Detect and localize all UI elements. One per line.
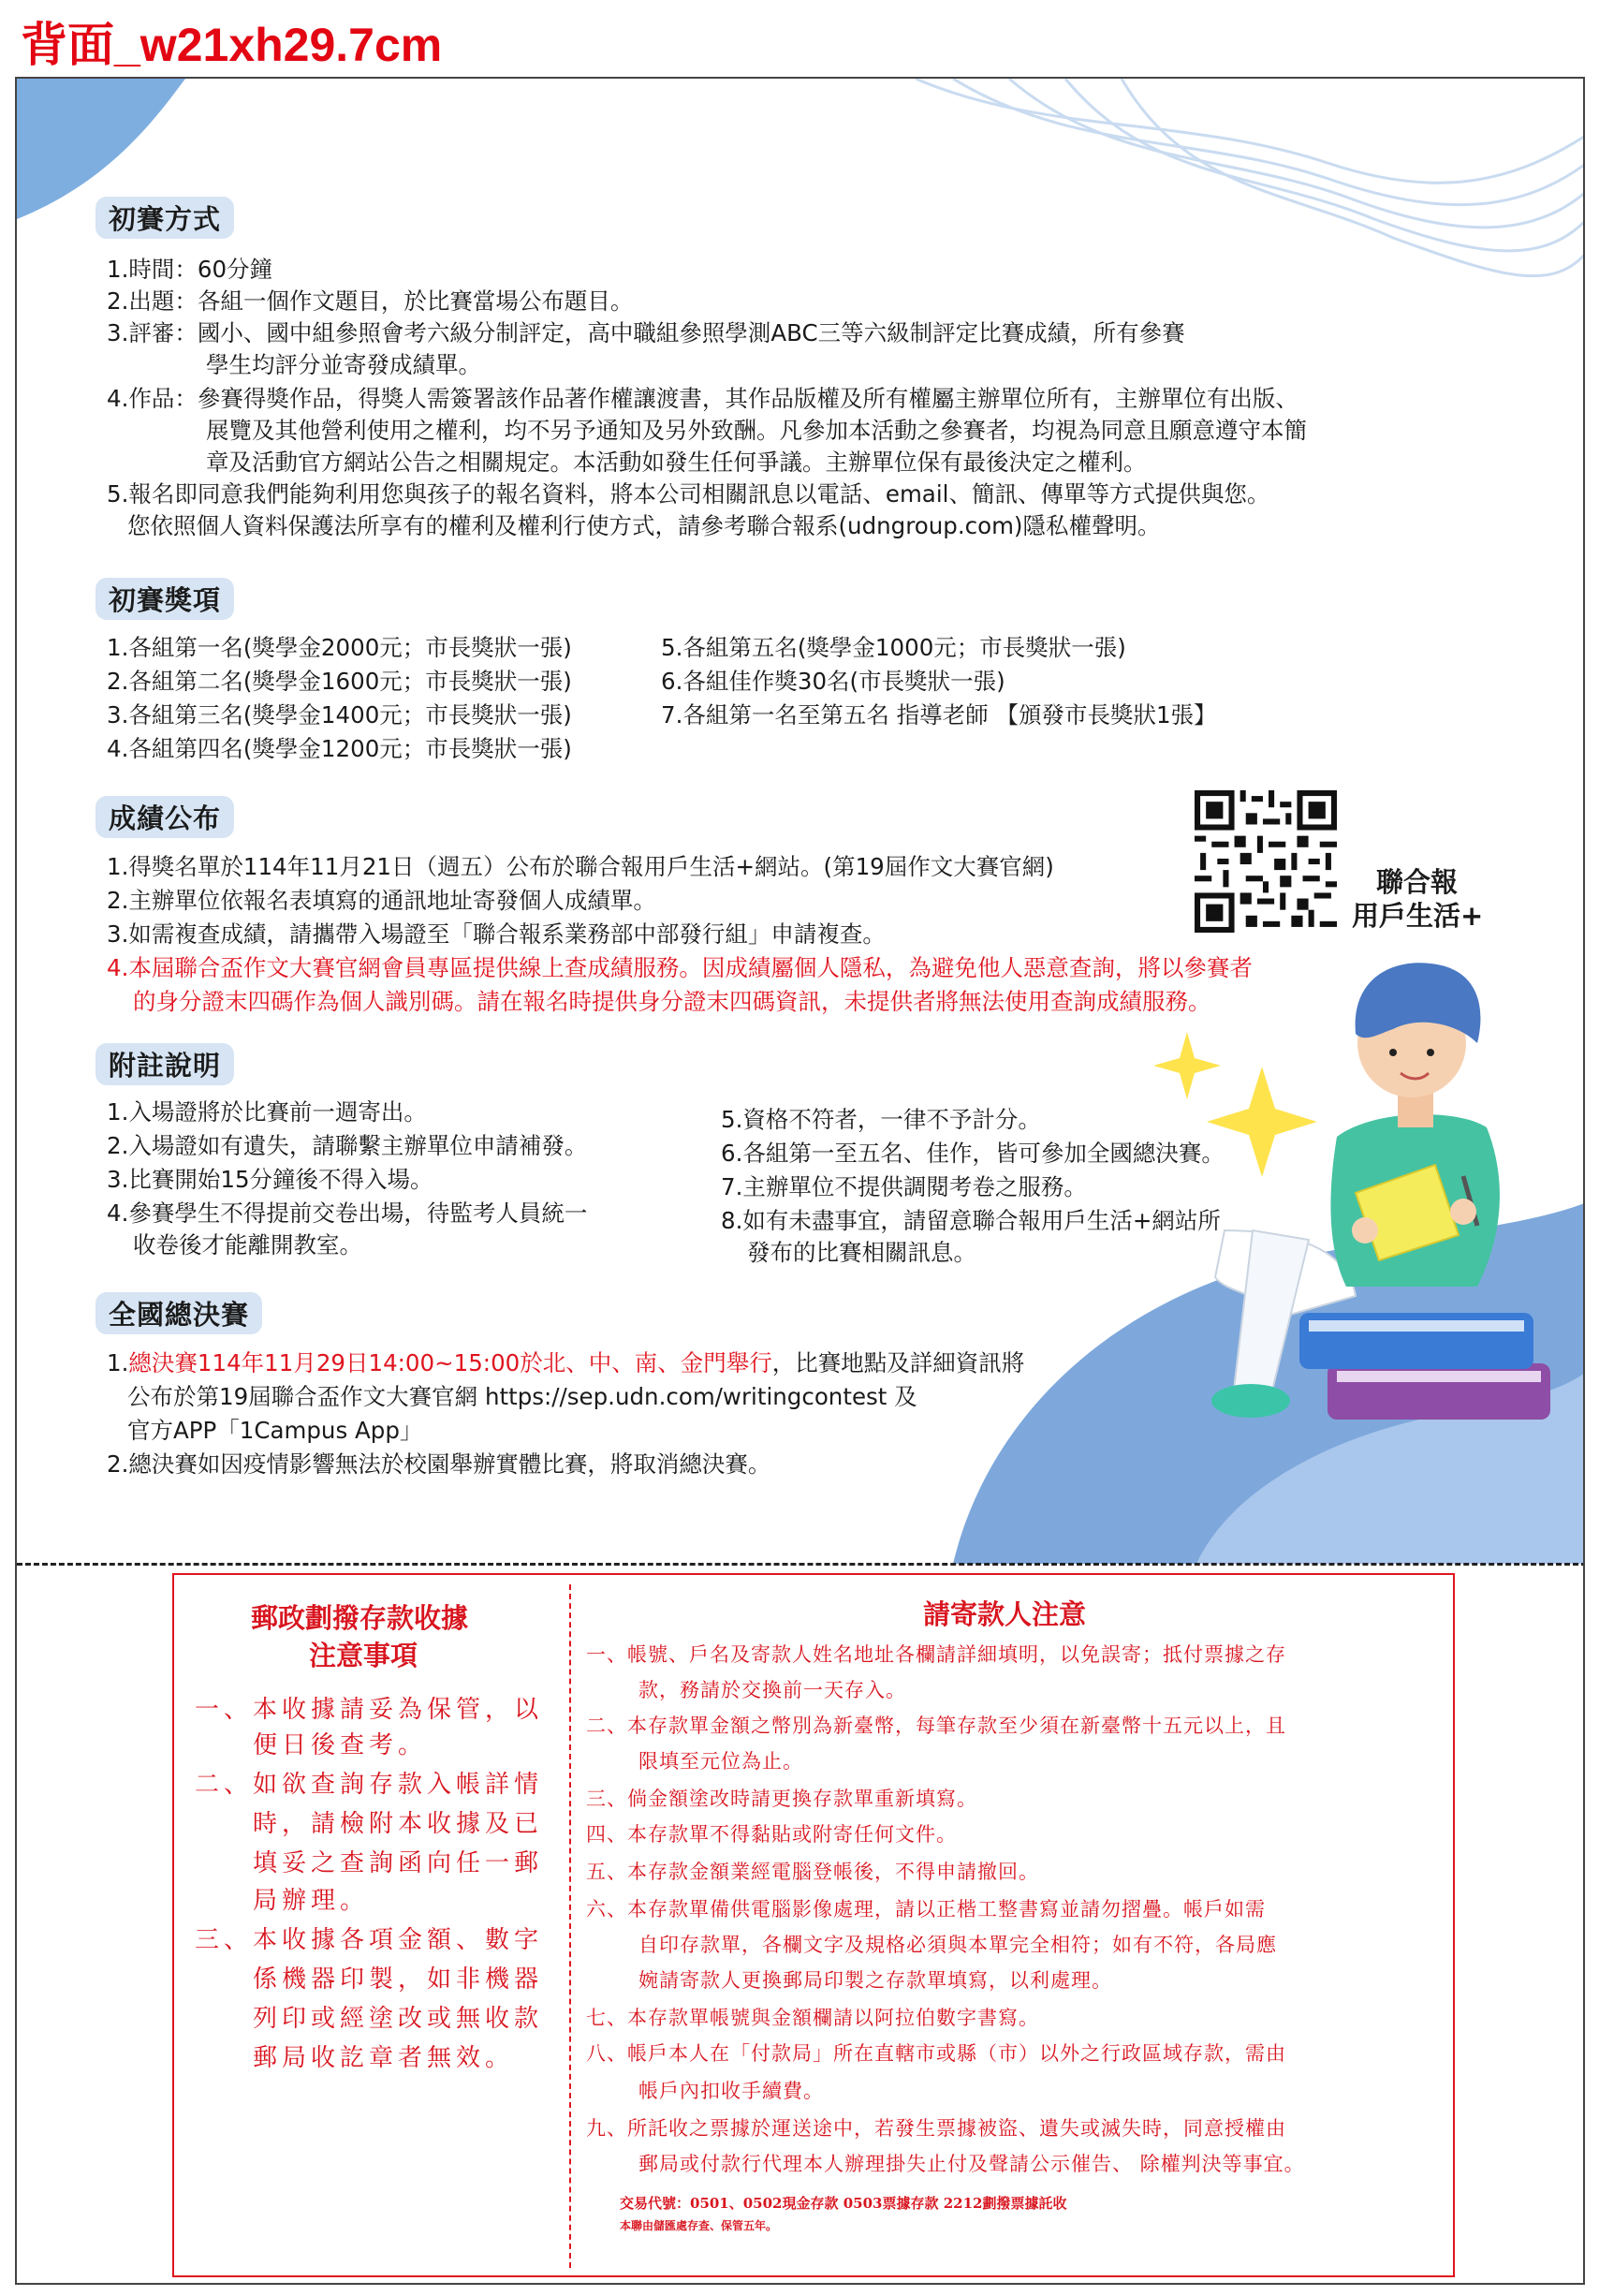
receipt-left-line: 郵局收訖章者無效。 [253,2044,515,2072]
receipt-right-line: 三、倘金額塗改時請更換存款單重新填寫。 [586,1788,977,1810]
receipt-left-subtitle: 注意事項 [309,1640,418,1671]
receipt-right-line: 六、本存款單備供電腦影像處理，請以正楷工整書寫並請勿摺疊。帳戶如需 [586,1898,1266,1921]
award-item: 3.各組第三名(獎學金1400元；市長獎狀一張) [107,701,572,729]
receipt-right-line: 五、本存款金額業經電腦登帳後，不得申請撤回。 [586,1861,1039,1883]
text-line-with-url[interactable]: 公布於第19屆聯合盃作文大賽官網 https://sep.udn.com/writingcontest 及 [127,1383,917,1410]
receipt-right-line: 七、本存款單帳號與金額欄請以阿拉伯數字書寫。 [586,2007,1039,2029]
receipt-right-line: 自印存款單，各欄文字及規格必須與本單完全相符；如有不符，各局應 [638,1934,1277,1956]
section-heading: 初賽方式 [95,197,234,239]
receipt-right-line: 限填至元位為止。 [638,1750,803,1773]
flyer-back-page [15,77,1585,2285]
text-line: 章及活動官方網站公告之相關規定。本活動如發生任何爭議。主辦單位保有最後決定之權利。 [206,449,1147,476]
note-item: 4.參賽學生不得提前交卷出場，待監考人員統一 [107,1200,588,1227]
text-highlight: 總決賽114年11月29日14:00~15:00於北、中、南、金門舉行 [128,1349,772,1376]
qr-code[interactable] [1195,790,1337,933]
award-item: 1.各組第一名(獎學金2000元；市長獎狀一張) [107,634,572,661]
section-results [95,796,234,838]
award-item: 7.各組第一名至第五名 指導老師 【頒發市長獎狀1張】 [661,701,1217,729]
receipt-left-title: 郵政劃撥存款收據 [251,1602,469,1634]
section-heading: 附註說明 [95,1043,234,1085]
transaction-code-line: 交易代號：0501、0502現金存款 0503票據存款 2212劃撥票據託收 [620,2195,1067,2212]
receipt-right-line: 帳戶內扣收手續費。 [638,2080,824,2102]
qr-label-subtitle: 用戶生活+ [1352,900,1484,932]
note-item: 收卷後才能離開教室。 [133,1231,362,1258]
receipt-right-line: 婉請寄款人更換郵局印製之存款單填寫，以利處理。 [638,1969,1112,1992]
receipt-left-line: 填妥之查詢函向任一郵 [253,1849,544,1877]
note-item: 5.資格不符者，一律不予計分。 [721,1106,1041,1133]
text-line: 1.時間：60分鐘 [107,256,273,283]
note-item: 8.如有未盡事宜，請留意聯合報用戶生活+網站所 [721,1207,1221,1234]
text-line: 3.如需複查成績，請攜帶入場證至「聯合報系業務部中部發行組」申請複查。 [107,920,886,948]
text-line-highlight: 4.本屆聯合盃作文大賽官網會員專區提供線上查成績服務。因成績屬個人隱私，為避免他人惡意查詢，將以參賽者 [107,954,1253,981]
text-line: 2.總決賽如因疫情影響無法於校園舉辦實體比賽，將取消總決賽。 [107,1450,771,1478]
text-line: 學生均評分並寄發成績單。 [206,351,481,378]
receipt-right-line: 四、本存款單不得黏貼或附寄任何文件。 [586,1823,957,1846]
text-line: 1.得獎名單於114年11月21日（週五）公布於聯合報用戶生活+網站。(第19屆作文大賽官網) [107,853,1054,880]
receipt-left-line: 時，請檢附本收據及已 [253,1810,544,1838]
award-item: 6.各組佳作獎30名(市長獎狀一張) [661,668,1005,695]
note-item: 6.各組第一至五名、佳作，皆可參加全國總決賽。 [721,1140,1225,1167]
receipt-left-line: 列印或經塗改或無收款 [253,2005,544,2033]
qr-label-title: 聯合報 [1376,866,1459,898]
receipt-right-line: 款，務請於交換前一天存入。 [638,1679,906,1701]
receipt-right-line: 九、所託收之票據於運送途中，若發生票據被盜、遺失或滅失時，同意授權由 [586,2117,1286,2140]
student-illustration [1211,963,1550,1420]
text-line: 您依照個人資料保護法所享有的權利及權利行使方式，請參考聯合報系(udngroup.com)隱私權聲明。 [127,512,1161,539]
text-line: 2.出題：各組一個作文題目，於比賽當場公布題目。 [107,287,634,315]
note-item: 1.入場證將於比賽前一週寄出。 [107,1098,427,1126]
text-line-highlight: 的身分證末四碼作為個人識別碼。請在報名時提供身分證末四碼資訊，未提供者將無法使用查詢成績服務。 [133,988,1211,1015]
section-heading: 全國總決賽 [95,1292,262,1334]
note-item: 3.比賽開始15分鐘後不得入場。 [107,1166,433,1193]
award-item: 2.各組第二名(獎學金1600元；市長獎狀一張) [107,668,572,695]
receipt-left-line: 二、如欲查詢存款入帳詳情 [195,1771,544,1799]
section-heading: 初賽獎項 [95,578,234,620]
text-prefix: 1. [107,1349,129,1376]
receipt-left-line: 一、本收據請妥為保管，以 [195,1696,544,1724]
text-line [107,1347,1024,1380]
section-notes [95,1043,234,1085]
section-preliminary-awards [95,578,234,620]
note-item: 2.入場證如有遺失，請聯繫主辦單位申請補發。 [107,1132,588,1159]
postal-receipt-notes [172,1573,1455,2277]
text-line: 官方APP「1Campus App」 [127,1417,423,1444]
text-line: 4.作品：參賽得獎作品，得獎人需簽署該作品著作權讓渡書，其作品版權及所有權屬主辦單位所有，主辦單位有出版、 [107,385,1298,412]
receipt-left-line: 局辦理。 [253,1887,370,1915]
retention-note: 本聯由儲匯處存查、保管五年。 [620,2219,778,2232]
receipt-right-line: 一、帳號、戶名及寄款人姓名地址各欄請詳細填明，以免誤寄；抵付票據之存 [586,1643,1286,1666]
text-line: 5.報名即同意我們能夠利用您與孩子的報名資料，將本公司相關訊息以電話、email、簡訊、傳單等方式提供與您。 [107,480,1270,508]
top-right-wave-lines [916,79,1585,276]
award-item: 4.各組第四名(獎學金1200元；市長獎狀一張) [107,735,572,762]
note-item: 發布的比賽相關訊息。 [747,1239,976,1266]
text-rest: ，比賽地點及詳細資訊將 [771,1349,1025,1376]
award-item: 5.各組第五名(獎學金1000元；市長獎狀一張) [661,634,1126,661]
receipt-right-line: 八、帳戶本人在「付款局」所在直轄市或縣（市）以外之行政區域存款，需由 [586,2042,1286,2065]
receipt-left-line: 便日後查考。 [253,1731,428,1759]
text-line: 3.評審：國小、國中組參照會考六級分制評定，高中職組參照學測ABC三等六級制評定比賽成績，所有參賽 [107,319,1185,346]
section-preliminary-method [95,197,234,239]
receipt-right-title: 請寄款人注意 [923,1598,1087,1630]
text-line: 2.主辦單位依報名表填寫的通訊地址寄發個人成績單。 [107,887,656,914]
receipt-left-line: 係機器印製，如非機器 [253,1965,544,1994]
text-line: 展覽及其他營利使用之權利，均不另予通知及另外致酬。凡參加本活動之參賽者，均視為同意且願意遵守本簡 [206,417,1307,444]
cut-line [17,1563,1585,1566]
section-heading: 成績公布 [95,796,234,838]
receipt-divider [569,1584,571,2268]
note-item: 7.主辦單位不提供調閱考卷之服務。 [721,1173,1087,1200]
section-national-final [95,1292,262,1334]
page-title: 背面_w21xh29.7cm [21,19,443,71]
receipt-right-line: 郵局或付款行代理本人辦理掛失止付及聲請公示催告、 除權判決等事宜。 [638,2153,1305,2175]
receipt-right-line: 二、本存款單金額之幣別為新臺幣，每筆存款至少須在新臺幣十五元以上，且 [586,1715,1286,1737]
receipt-left-line: 三、本收據各項金額、數字 [195,1926,544,1954]
